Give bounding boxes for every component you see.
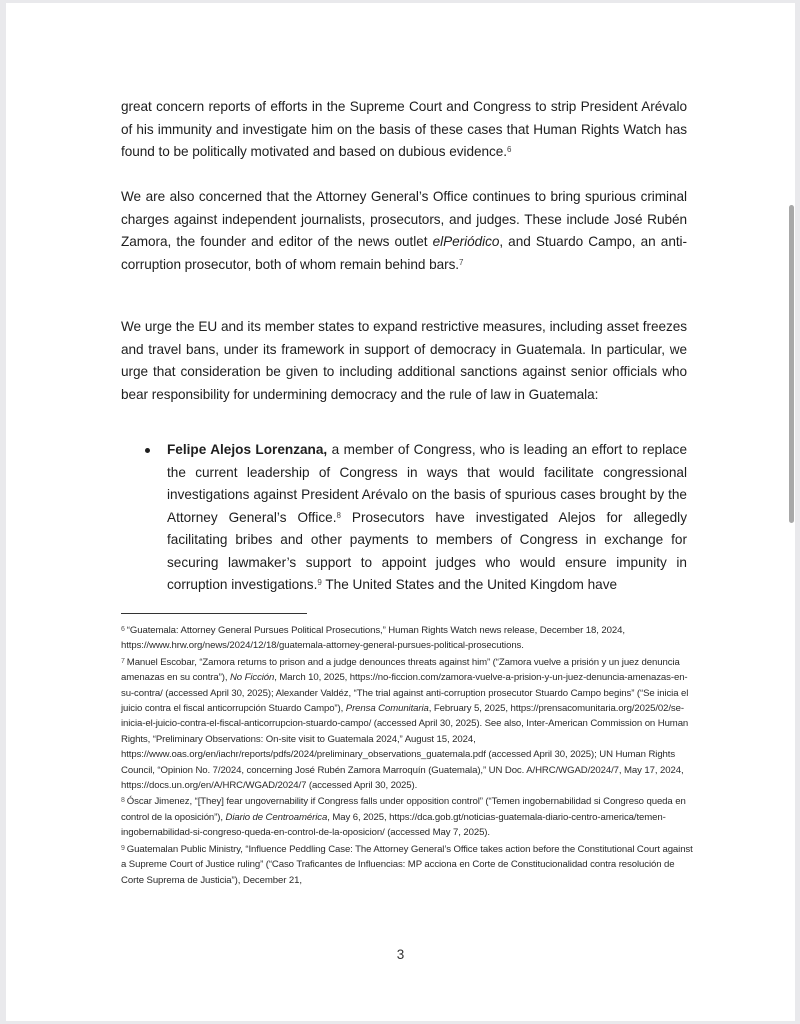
document-page (6, 3, 795, 1021)
paragraph-3-text: We urge the EU and its member states to expand restrictive measures, including asset freezes and travel bans, under its framework in support of democracy in Guatemala. In particular, we urge that consideration be given to including additional sanctions against senior officials who bear responsibility for undermining democracy and the rule of law in Guatemala: (121, 319, 687, 402)
footnote-number: 9 (121, 844, 125, 852)
footnote-text: Manuel Escobar, “Zamora returns to prison and a judge denounces threats against him” (“Zamora vuelve a prisión y un juez denuncia amenazas en su contra”), (121, 656, 680, 684)
footnote-separator (121, 613, 307, 614)
footnotes (121, 622, 696, 888)
list-item (121, 439, 687, 597)
footnote-7 (121, 654, 696, 794)
paragraph-2 (121, 186, 687, 276)
footnote-number: 7 (121, 657, 125, 665)
bullet-text-1: a member of Congress, who is leading an effort to replace the current leadership of Congress in ways that would facilitate congressional investigations against President Arévalo on the basis of spurious cases brought by the Attorney General’s Office. (167, 442, 688, 525)
footnote-ref-8[interactable]: 8 (336, 510, 341, 520)
bullet-text-3: The United States and the United Kingdom have (321, 577, 618, 592)
footnote-ref-7[interactable]: 7 (459, 257, 464, 267)
vertical-scrollbar[interactable] (789, 205, 794, 523)
page-number: 3 (396, 947, 405, 962)
footnote-ref-6[interactable]: 6 (507, 145, 512, 154)
paragraph-1-text: great concern reports of efforts in the Supreme Court and Congress to strip President Arévalo of his immunity and investigate him on the basis of these cases that Human Rights Watch has found to be politically motivated and based on dubious evidence. (121, 99, 687, 159)
sanctions-list (121, 439, 687, 597)
publication-name: No Ficción (229, 672, 275, 684)
footnote-number: 8 (121, 797, 125, 805)
publication-name-elperiodico: elPeriódico (432, 234, 500, 249)
footnote-6 (121, 622, 696, 654)
footnote-ref-9[interactable]: 9 (317, 578, 322, 587)
footnote-text: , May 6, 2025, https://dca.gob.gt/noticias-guatemala-diario-centro-america/temen-ingobernabilidad-si-congreso-queda-en-control-de-la-oposicion/ (accessed May 7, 2025). (121, 811, 666, 839)
footnote-text: Guatemalan Public Ministry, “Influence Peddling Case: The Attorney General’s Office takes action before the Constitutional Court against a Supreme Court of Justice ruling” (“Caso Traficantes de Influencias: MP acciona en Corte de Constitucionalidad contra resolución de Corte Suprema de Justicia”), December 21, (121, 843, 693, 886)
paragraph-1 (121, 96, 687, 164)
footnote-9 (121, 841, 696, 888)
footnote-text: “Guatemala: Attorney General Pursues Political Prosecutions,” Human Rights Watch news release, December 18, 2024, https://www.hrw.org/news/2024/12/18/guatemala-attorney-general-pursues-political-prosecutions. (121, 625, 625, 652)
footnote-number: 6 (121, 626, 125, 633)
footnote-text: , March 10, 2025, https://no-ficcion.com/zamora-vuelve-a-prision-y-un-juez-denuncia-amenazas-en-su-contra/ (accessed April 30, 2025); Alexander Valdéz, “The trial against anti-corruption prosecutor Stuardo Campo begins” (“Se inicia el juicio contra el fiscal anticorrupción Stuardo Campo”), (121, 672, 689, 715)
footnote-text: Óscar Jimenez, “[They] fear ungovernability if Congress falls under opposition control” (“Temen ingobernabilidad si Congreso queda en control de la oposición”), (121, 796, 686, 823)
publication-name: Diario de Centroamérica (225, 811, 328, 823)
paragraph-3 (121, 316, 687, 406)
paragraph-2-text-b: , and Stuardo Campo, an anti-corruption prosecutor, both of whom remain behind bars. (121, 234, 687, 272)
paragraph-2-text-a: We are also concerned that the Attorney General’s Office continues to bring spurious criminal charges against independent journalists, prosecutors, and judges. These include José Rubén Zamora, the founder and editor of the news outlet (121, 189, 687, 249)
bullet-icon (145, 448, 150, 453)
person-name: Felipe Alejos Lorenzana, (167, 442, 328, 457)
publication-name: Prensa Comunitaria (345, 703, 429, 715)
footnote-text: , February 5, 2025, https://prensacomunitaria.org/2025/02/se-inicia-el-juicio-contra-el-fiscal-anticorrupcion-stuardo-campo/ (accessed April 30, 2025). See also, Inter-American Commission on Human Rights, “Preliminary Observations: On-site visit to Guatemala 2024,” August 15, 2024, https://www.oas.org/en/iachr/reports/pdfs/2024/preliminary_observations_guatemala.pdf (accessed April 30, 2025); UN Human Rights Council, “Opinion No. 7/2024, concerning José Rubén Zamora Marroquín (Guatemala),” UN Doc. A/HRC/WGAD/2024/7, May 17, 2024, https://docs.un.org/en/A/HRC/WGAD/2024/7 (accessed April 30, 2025). (121, 703, 689, 792)
bullet-text-2: Prosecutors have investigated Alejos for allegedly facilitating bribes and other payments to members of Congress in exchange for securing lawmaker’s support to appoint judges who would ensure impunity in corruption investigations. (167, 509, 687, 592)
footnote-8 (121, 793, 696, 840)
